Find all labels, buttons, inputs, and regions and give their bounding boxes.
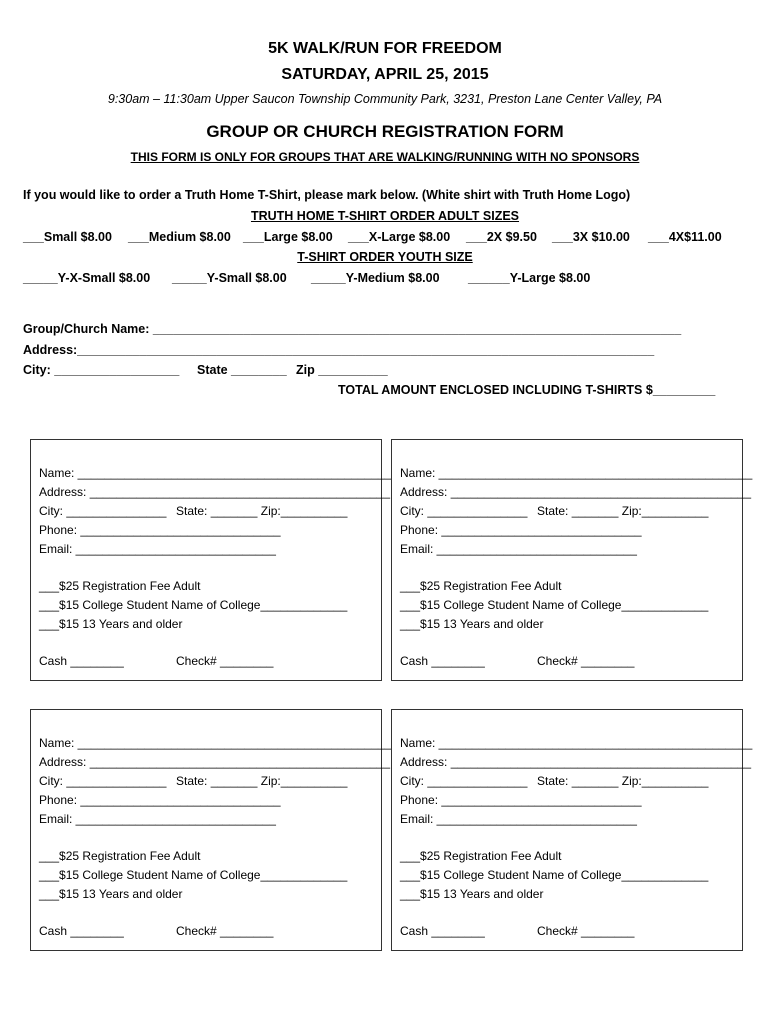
registrant-city-field[interactable]: City: _______________ bbox=[39, 504, 167, 518]
total-amount-field[interactable]: TOTAL AMOUNT ENCLOSED INCLUDING T-SHIRTS $_________ bbox=[338, 383, 716, 397]
registrant-city-field[interactable]: City: _______________ bbox=[400, 774, 528, 788]
cash-field[interactable]: Cash ________ bbox=[400, 924, 485, 938]
registrant-city-field[interactable]: City: _______________ bbox=[39, 774, 167, 788]
registrant-phone-field[interactable]: Phone: ______________________________ bbox=[39, 793, 281, 807]
registrant-box bbox=[30, 439, 392, 681]
fee-college-option[interactable]: ___$15 College Student Name of College_____________ bbox=[400, 598, 709, 612]
registrant-email-field[interactable]: Email: ______________________________ bbox=[39, 542, 276, 556]
fee-13-option[interactable]: ___$15 13 Years and older bbox=[400, 887, 544, 901]
youth-size-large[interactable]: ______Y-Large $8.00 bbox=[468, 271, 591, 285]
adult-size-medium[interactable]: ___Medium $8.00 bbox=[128, 230, 231, 244]
registrant-address-field[interactable]: Address: _____________________________________________ bbox=[400, 755, 752, 769]
youth-size-small[interactable]: _____Y-Small $8.00 bbox=[172, 271, 287, 285]
event-title: 5K WALK/RUN FOR FREEDOM bbox=[268, 40, 502, 57]
tshirt-intro: If you would like to order a Truth Home T-Shirt, please mark below. (White shirt with Truth Home Logo) bbox=[23, 188, 631, 202]
fee-college-option[interactable]: ___$15 College Student Name of College_____________ bbox=[39, 868, 348, 882]
cash-field[interactable]: Cash ________ bbox=[39, 654, 124, 668]
youth-size-medium[interactable]: _____Y-Medium $8.00 bbox=[311, 271, 440, 285]
group-city-field[interactable]: City: __________________ bbox=[23, 363, 180, 377]
registrant-address-field[interactable]: Address: _____________________________________________ bbox=[39, 485, 391, 499]
adult-size-large[interactable]: ___Large $8.00 bbox=[243, 230, 333, 244]
registrant-phone-field[interactable]: Phone: ______________________________ bbox=[400, 793, 642, 807]
group-address-field[interactable]: Address:___________________________________________________________________________________ bbox=[23, 343, 655, 357]
check-field[interactable]: Check# ________ bbox=[537, 654, 635, 668]
registrant-name-field[interactable]: Name: _______________________________________________ bbox=[400, 736, 753, 750]
registrant-address-field[interactable]: Address: _____________________________________________ bbox=[400, 485, 752, 499]
registrant-name-field[interactable]: Name: _______________________________________________ bbox=[39, 736, 392, 750]
registrant-state-zip-field[interactable]: State: _______ Zip:__________ bbox=[537, 504, 709, 518]
adult-size-2x[interactable]: ___2X $9.50 bbox=[466, 230, 537, 244]
adult-size-small[interactable]: ___Small $8.00 bbox=[23, 230, 112, 244]
event-date: SATURDAY, APRIL 25, 2015 bbox=[281, 66, 489, 83]
youth-sizes-heading: T-SHIRT ORDER YOUTH SIZE bbox=[297, 250, 473, 264]
check-field[interactable]: Check# ________ bbox=[537, 924, 635, 938]
adult-size-xlarge[interactable]: ___X-Large $8.00 bbox=[348, 230, 451, 244]
cash-field[interactable]: Cash ________ bbox=[400, 654, 485, 668]
registrant-name-field[interactable]: Name: _______________________________________________ bbox=[39, 466, 392, 480]
registrant-box bbox=[391, 709, 753, 951]
form-title: GROUP OR CHURCH REGISTRATION FORM bbox=[206, 122, 564, 141]
registrant-email-field[interactable]: Email: ______________________________ bbox=[400, 542, 637, 556]
fee-adult-option[interactable]: ___$25 Registration Fee Adult bbox=[400, 579, 562, 593]
registrant-city-field[interactable]: City: _______________ bbox=[400, 504, 528, 518]
fee-13-option[interactable]: ___$15 13 Years and older bbox=[400, 617, 544, 631]
registrant-state-zip-field[interactable]: State: _______ Zip:__________ bbox=[176, 504, 348, 518]
registrant-email-field[interactable]: Email: ______________________________ bbox=[39, 812, 276, 826]
fee-adult-option[interactable]: ___$25 Registration Fee Adult bbox=[39, 849, 201, 863]
adult-sizes-heading: TRUTH HOME T-SHIRT ORDER ADULT SIZES bbox=[250, 209, 520, 223]
group-state-field[interactable]: State ________ bbox=[197, 363, 287, 377]
registrant-name-field[interactable]: Name: _______________________________________________ bbox=[400, 466, 753, 480]
check-field[interactable]: Check# ________ bbox=[176, 924, 274, 938]
registrant-phone-field[interactable]: Phone: ______________________________ bbox=[39, 523, 281, 537]
fee-adult-option[interactable]: ___$25 Registration Fee Adult bbox=[39, 579, 201, 593]
fee-13-option[interactable]: ___$15 13 Years and older bbox=[39, 887, 183, 901]
group-zip-field[interactable]: Zip __________ bbox=[296, 363, 388, 377]
registrant-phone-field[interactable]: Phone: ______________________________ bbox=[400, 523, 642, 537]
fee-adult-option[interactable]: ___$25 Registration Fee Adult bbox=[400, 849, 562, 863]
adult-size-3x[interactable]: ___3X $10.00 bbox=[552, 230, 630, 244]
fee-13-option[interactable]: ___$15 13 Years and older bbox=[39, 617, 183, 631]
adult-size-4x[interactable]: ___4X$11.00 bbox=[648, 230, 722, 244]
cash-field[interactable]: Cash ________ bbox=[39, 924, 124, 938]
registrant-state-zip-field[interactable]: State: _______ Zip:__________ bbox=[537, 774, 709, 788]
registrant-box bbox=[391, 439, 753, 681]
fee-college-option[interactable]: ___$15 College Student Name of College_____________ bbox=[39, 598, 348, 612]
youth-size-xsmall[interactable]: _____Y-X-Small $8.00 bbox=[23, 271, 151, 285]
registrant-state-zip-field[interactable]: State: _______ Zip:__________ bbox=[176, 774, 348, 788]
registrant-address-field[interactable]: Address: _____________________________________________ bbox=[39, 755, 391, 769]
check-field[interactable]: Check# ________ bbox=[176, 654, 274, 668]
registrant-box bbox=[30, 709, 392, 951]
registrant-email-field[interactable]: Email: ______________________________ bbox=[400, 812, 637, 826]
event-location: 9:30am – 11:30am Upper Saucon Township Community Park, 3231, Preston Lane Center Valley, PA bbox=[107, 92, 663, 106]
group-name-field[interactable]: Group/Church Name: ____________________________________________________________________________ bbox=[23, 322, 682, 336]
fee-college-option[interactable]: ___$15 College Student Name of College_____________ bbox=[400, 868, 709, 882]
form-notice: THIS FORM IS ONLY FOR GROUPS THAT ARE WALKING/RUNNING WITH NO SPONSORS bbox=[130, 150, 640, 164]
